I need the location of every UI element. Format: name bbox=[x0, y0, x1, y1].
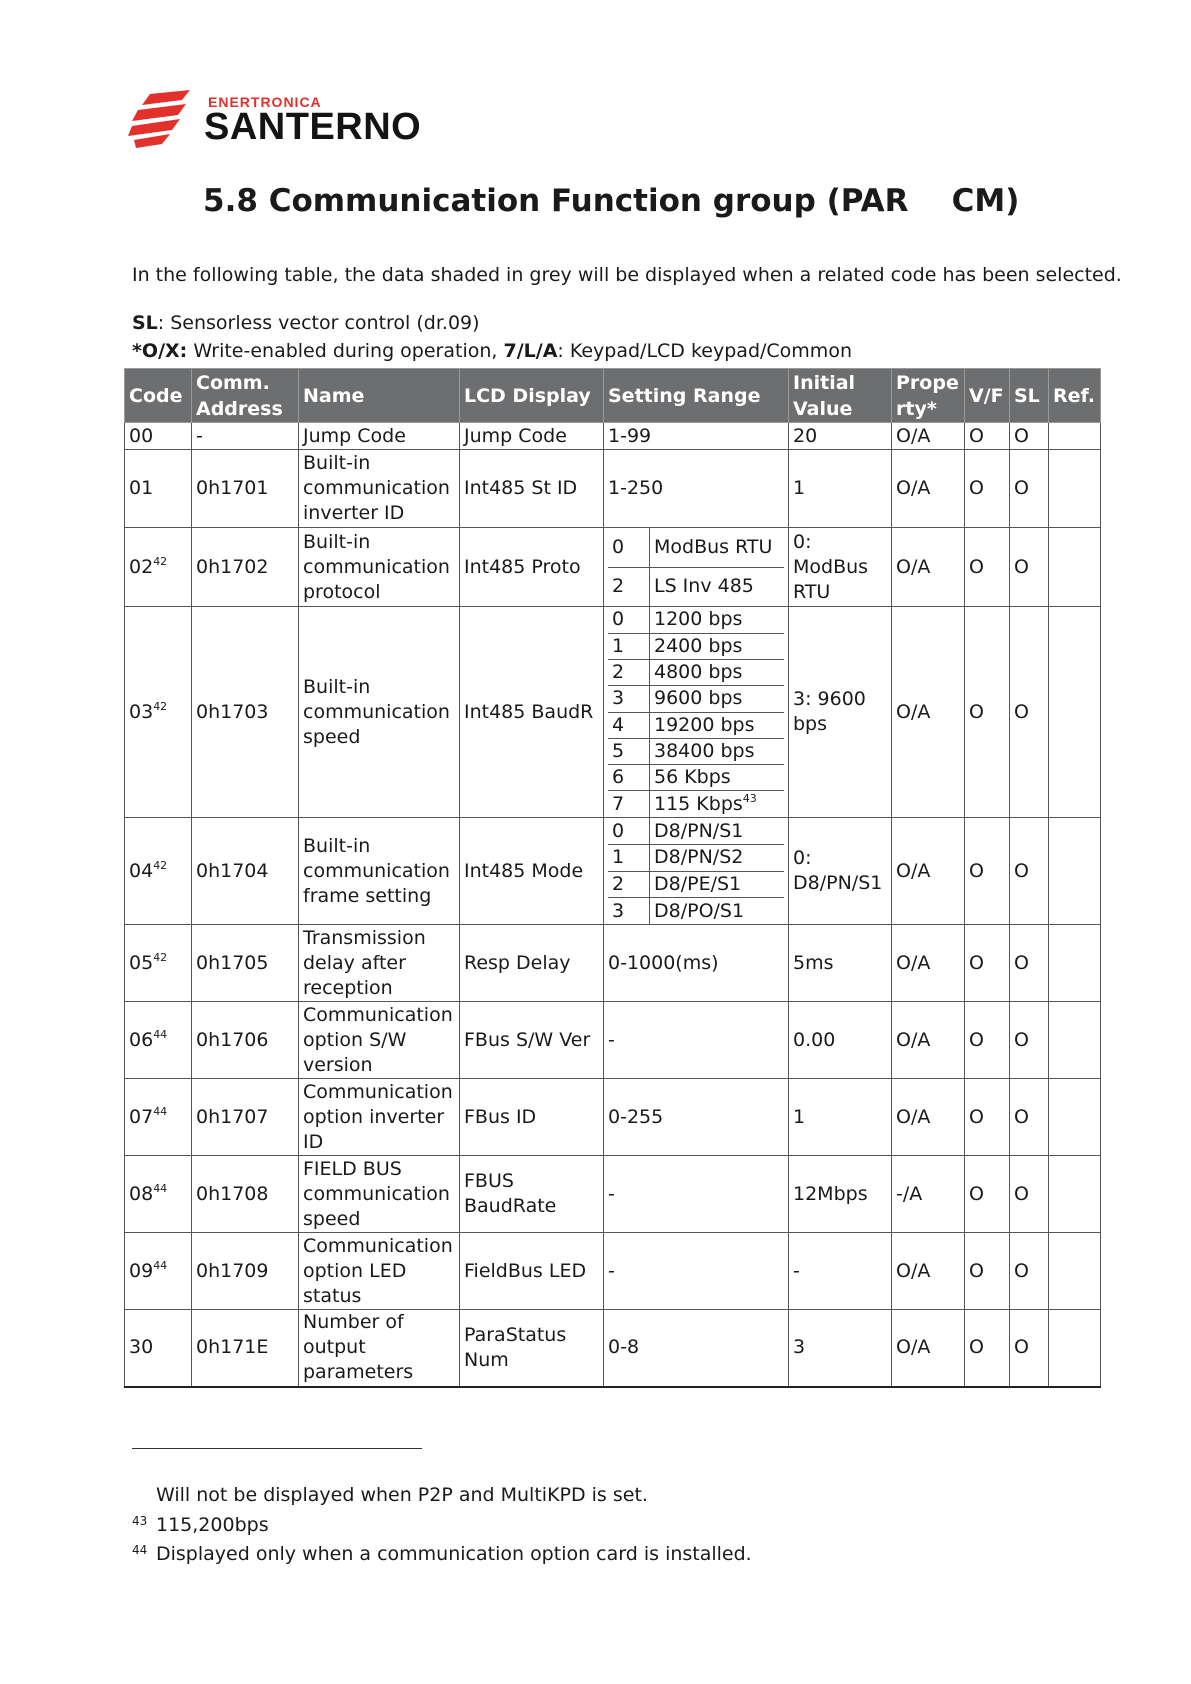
option-label: D8/PN/S1 bbox=[654, 819, 744, 842]
setting-option-row bbox=[608, 791, 784, 817]
cell-setting-range: 1-250 bbox=[604, 450, 789, 528]
cell-sl: O bbox=[1010, 1156, 1049, 1233]
cell-sl: O bbox=[1010, 818, 1049, 925]
footnote-43 bbox=[132, 1514, 269, 1536]
company-logo bbox=[128, 88, 448, 154]
option-label: 115 Kbps bbox=[654, 792, 743, 815]
cell-ref bbox=[1049, 1079, 1101, 1156]
setting-option-row bbox=[608, 567, 784, 606]
cell-code bbox=[125, 1002, 192, 1079]
header-property: Prope rty* bbox=[892, 369, 965, 423]
option-label: 9600 bps bbox=[654, 687, 743, 710]
cell-ref bbox=[1049, 1002, 1101, 1079]
header-sl: SL bbox=[1010, 369, 1049, 423]
cell-ref bbox=[1049, 1156, 1101, 1233]
code-value: 01 bbox=[129, 477, 154, 499]
code-value: 03 bbox=[129, 700, 154, 723]
setting-option-row bbox=[608, 633, 784, 659]
cell-code bbox=[125, 1156, 192, 1233]
table-row bbox=[125, 1233, 1101, 1310]
cell-initial-value: 0.00 bbox=[789, 1002, 892, 1079]
setting-options bbox=[608, 818, 784, 924]
cell-sl: O bbox=[1010, 1002, 1049, 1079]
cell-ref bbox=[1049, 607, 1101, 818]
cell-property: O/A bbox=[892, 925, 965, 1002]
option-key: 2 bbox=[608, 871, 650, 898]
option-key: 7 bbox=[608, 791, 650, 817]
legend-sl-key: SL bbox=[132, 312, 158, 334]
cell-comm-address: 0h1706 bbox=[192, 1002, 299, 1079]
cell-property: O/A bbox=[892, 528, 965, 607]
cell-ref bbox=[1049, 528, 1101, 607]
legend-la-text: : Keypad/LCD keypad/Common bbox=[557, 340, 852, 362]
cell-initial-value: 0: ModBus RTU bbox=[789, 528, 892, 607]
legend-property bbox=[132, 340, 852, 362]
cell-initial-value: 1 bbox=[789, 450, 892, 528]
option-label: LS Inv 485 bbox=[654, 575, 754, 598]
option-key: 0 bbox=[608, 607, 650, 633]
cell-name: Built-in communication frame setting bbox=[299, 818, 460, 925]
option-value bbox=[650, 660, 785, 686]
table-row bbox=[125, 450, 1101, 528]
cell-property: O/A bbox=[892, 1002, 965, 1079]
cell-property: O/A bbox=[892, 450, 965, 528]
footnote-divider bbox=[132, 1448, 422, 1449]
code-footnote-ref: 42 bbox=[153, 950, 168, 964]
cell-lcd-display: Int485 Proto bbox=[460, 528, 604, 607]
cell-setting-range: - bbox=[604, 1233, 789, 1310]
cell-initial-value: 5ms bbox=[789, 925, 892, 1002]
setting-option-row bbox=[608, 712, 784, 738]
cell-sl: O bbox=[1010, 1233, 1049, 1310]
cell-setting-range: 0-8 bbox=[604, 1310, 789, 1387]
header-code: Code bbox=[125, 369, 192, 423]
option-label: D8/PE/S1 bbox=[654, 872, 742, 895]
cell-vf: O bbox=[965, 1233, 1010, 1310]
cell-initial-value: 3 bbox=[789, 1310, 892, 1387]
option-value bbox=[650, 791, 785, 817]
cell-property: O/A bbox=[892, 1310, 965, 1387]
setting-option-row bbox=[608, 686, 784, 712]
cell-lcd-display: Int485 BaudR bbox=[460, 607, 604, 818]
cell-code bbox=[125, 423, 192, 450]
cell-ref bbox=[1049, 1310, 1101, 1387]
code-footnote-ref: 44 bbox=[153, 1027, 168, 1041]
cell-code bbox=[125, 450, 192, 528]
footnote-42 bbox=[132, 1484, 648, 1506]
header-ref: Ref. bbox=[1049, 369, 1101, 423]
cell-vf: O bbox=[965, 925, 1010, 1002]
setting-option-row bbox=[608, 607, 784, 633]
cell-comm-address: 0h1708 bbox=[192, 1156, 299, 1233]
option-value bbox=[650, 686, 785, 712]
cell-setting-range: - bbox=[604, 1156, 789, 1233]
cell-sl: O bbox=[1010, 1079, 1049, 1156]
code-value: 05 bbox=[129, 951, 154, 974]
cell-code bbox=[125, 1310, 192, 1387]
cell-setting-range: 1-99 bbox=[604, 423, 789, 450]
option-key: 1 bbox=[608, 633, 650, 659]
cell-code bbox=[125, 1233, 192, 1310]
option-label: 38400 bps bbox=[654, 739, 755, 762]
cell-ref bbox=[1049, 423, 1101, 450]
cell-comm-address: 0h1703 bbox=[192, 607, 299, 818]
code-footnote-ref: 44 bbox=[153, 1104, 168, 1118]
code-value: 02 bbox=[129, 555, 154, 578]
parameter-table bbox=[124, 368, 1101, 1388]
setting-options bbox=[608, 607, 784, 817]
table-row bbox=[125, 925, 1101, 1002]
option-value bbox=[650, 528, 785, 567]
cell-sl: O bbox=[1010, 607, 1049, 818]
table-header-row bbox=[125, 369, 1101, 423]
legend-sl-text: : Sensorless vector control (dr.09) bbox=[157, 312, 480, 334]
footnote-text: 115,200bps bbox=[156, 1514, 269, 1536]
cell-setting-range: - bbox=[604, 1002, 789, 1079]
cell-ref bbox=[1049, 450, 1101, 528]
cell-property: O/A bbox=[892, 818, 965, 925]
option-label: 19200 bps bbox=[654, 713, 755, 736]
setting-option-row bbox=[608, 898, 784, 925]
cell-ref bbox=[1049, 925, 1101, 1002]
cell-vf: O bbox=[965, 423, 1010, 450]
cell-vf: O bbox=[965, 450, 1010, 528]
cell-comm-address: 0h1709 bbox=[192, 1233, 299, 1310]
code-value: 00 bbox=[129, 424, 154, 447]
cell-vf: O bbox=[965, 1310, 1010, 1387]
cell-vf: O bbox=[965, 528, 1010, 607]
cell-lcd-display: Int485 St ID bbox=[460, 450, 604, 528]
option-key: 3 bbox=[608, 686, 650, 712]
option-value bbox=[650, 871, 785, 898]
cell-ref bbox=[1049, 1233, 1101, 1310]
code-value: 30 bbox=[129, 1336, 154, 1359]
cell-setting-range: 0-255 bbox=[604, 1079, 789, 1156]
footnote-44 bbox=[132, 1543, 752, 1565]
cell-setting-range bbox=[604, 528, 789, 607]
cell-initial-value: 0: D8/PN/S1 bbox=[789, 818, 892, 925]
option-value bbox=[650, 818, 785, 845]
cell-comm-address: 0h1702 bbox=[192, 528, 299, 607]
cell-initial-value: 1 bbox=[789, 1079, 892, 1156]
code-footnote-ref: 44 bbox=[153, 1258, 168, 1272]
option-key: 6 bbox=[608, 765, 650, 791]
cell-code bbox=[125, 528, 192, 607]
cell-initial-value: 12Mbps bbox=[789, 1156, 892, 1233]
option-value bbox=[650, 633, 785, 659]
cell-initial-value: 3: 9600 bps bbox=[789, 607, 892, 818]
cell-name: Transmission delay after reception bbox=[299, 925, 460, 1002]
cell-name: Number of output parameters bbox=[299, 1310, 460, 1387]
option-key: 1 bbox=[608, 845, 650, 872]
footnote-text: Displayed only when a communication option card is installed. bbox=[156, 1543, 752, 1565]
code-value: 07 bbox=[129, 1105, 154, 1128]
setting-option-row bbox=[608, 738, 784, 764]
cell-property: -/A bbox=[892, 1156, 965, 1233]
cell-initial-value: - bbox=[789, 1233, 892, 1310]
table-row bbox=[125, 1002, 1101, 1079]
setting-options bbox=[608, 528, 784, 606]
section-title: 5.8 Communication Function group (PAR CM) bbox=[203, 183, 1020, 219]
cell-name: Communication option LED status bbox=[299, 1233, 460, 1310]
option-value bbox=[650, 712, 785, 738]
option-key: 3 bbox=[608, 898, 650, 925]
cell-sl: O bbox=[1010, 528, 1049, 607]
option-key: 0 bbox=[608, 818, 650, 845]
cell-vf: O bbox=[965, 818, 1010, 925]
legend-sl bbox=[132, 312, 480, 334]
cell-name: Built-in communication inverter ID bbox=[299, 450, 460, 528]
cell-sl: O bbox=[1010, 423, 1049, 450]
cell-setting-range bbox=[604, 607, 789, 818]
cell-setting-range bbox=[604, 818, 789, 925]
option-value bbox=[650, 845, 785, 872]
option-value bbox=[650, 738, 785, 764]
cell-lcd-display: Int485 Mode bbox=[460, 818, 604, 925]
option-key: 0 bbox=[608, 528, 650, 567]
header-setting-range: Setting Range bbox=[604, 369, 789, 423]
cell-code bbox=[125, 818, 192, 925]
setting-option-row bbox=[608, 528, 784, 567]
legend-ox-key: *O/X: bbox=[132, 340, 188, 362]
setting-option-row bbox=[608, 845, 784, 872]
option-value bbox=[650, 765, 785, 791]
cell-name: Jump Code bbox=[299, 423, 460, 450]
option-label: 2400 bps bbox=[654, 634, 743, 657]
code-value: 08 bbox=[129, 1182, 154, 1205]
table-row bbox=[125, 1156, 1101, 1233]
table-row bbox=[125, 818, 1101, 925]
option-label: 1200 bps bbox=[654, 608, 743, 631]
intro-text: In the following table, the data shaded in grey will be displayed when a related code has been selected. bbox=[132, 264, 1122, 286]
legend-ox-text: Write-enabled during operation, bbox=[187, 340, 504, 362]
table-row bbox=[125, 1079, 1101, 1156]
table-row bbox=[125, 1310, 1101, 1387]
option-label: ModBus RTU bbox=[654, 535, 773, 558]
cell-code bbox=[125, 607, 192, 818]
option-value bbox=[650, 898, 785, 925]
cell-vf: O bbox=[965, 1156, 1010, 1233]
header-name: Name bbox=[299, 369, 460, 423]
cell-comm-address: 0h1707 bbox=[192, 1079, 299, 1156]
cell-name: Communication option inverter ID bbox=[299, 1079, 460, 1156]
option-key: 2 bbox=[608, 660, 650, 686]
cell-lcd-display: FieldBus LED bbox=[460, 1233, 604, 1310]
option-footnote-ref: 43 bbox=[742, 791, 757, 805]
code-value: 06 bbox=[129, 1028, 154, 1051]
option-label: 56 Kbps bbox=[654, 766, 731, 789]
option-value bbox=[650, 567, 785, 606]
cell-name: Built-in communication protocol bbox=[299, 528, 460, 607]
table-row bbox=[125, 423, 1101, 450]
cell-name: Communication option S/W version bbox=[299, 1002, 460, 1079]
header-comm-address: Comm. Address bbox=[192, 369, 299, 423]
cell-lcd-display: Resp Delay bbox=[460, 925, 604, 1002]
cell-name: FIELD BUS communication speed bbox=[299, 1156, 460, 1233]
option-key: 4 bbox=[608, 712, 650, 738]
santerno-stripes-icon bbox=[128, 88, 198, 150]
logo-big-text: SANTERNO bbox=[204, 106, 422, 148]
header-lcd-display: LCD Display bbox=[460, 369, 604, 423]
option-key: 5 bbox=[608, 738, 650, 764]
setting-option-row bbox=[608, 871, 784, 898]
cell-setting-range: 0-1000(ms) bbox=[604, 925, 789, 1002]
code-footnote-ref: 42 bbox=[153, 858, 168, 872]
code-footnote-ref: 42 bbox=[153, 554, 168, 568]
header-vf: V/F bbox=[965, 369, 1010, 423]
logo-small-text: ENERTRONICA bbox=[208, 94, 322, 110]
option-label: D8/PO/S1 bbox=[654, 899, 745, 922]
option-label: D8/PN/S2 bbox=[654, 846, 744, 869]
cell-lcd-display: FBus ID bbox=[460, 1079, 604, 1156]
cell-comm-address: 0h1701 bbox=[192, 450, 299, 528]
cell-property: O/A bbox=[892, 1233, 965, 1310]
cell-comm-address: 0h1705 bbox=[192, 925, 299, 1002]
cell-lcd-display: ParaStatus Num bbox=[460, 1310, 604, 1387]
footnote-number: 43 bbox=[132, 1514, 148, 1528]
code-footnote-ref: 42 bbox=[153, 699, 168, 713]
cell-vf: O bbox=[965, 607, 1010, 818]
code-footnote-ref: 44 bbox=[153, 1181, 168, 1195]
cell-code bbox=[125, 925, 192, 1002]
footnote-number: 44 bbox=[132, 1543, 148, 1557]
cell-name: Built-in communication speed bbox=[299, 607, 460, 818]
legend-la-key: 7/L/A bbox=[503, 340, 558, 362]
table-row bbox=[125, 528, 1101, 607]
table-row bbox=[125, 607, 1101, 818]
cell-initial-value: 20 bbox=[789, 423, 892, 450]
cell-comm-address: 0h171E bbox=[192, 1310, 299, 1387]
cell-ref bbox=[1049, 818, 1101, 925]
setting-option-row bbox=[608, 660, 784, 686]
cell-comm-address: 0h1704 bbox=[192, 818, 299, 925]
code-value: 09 bbox=[129, 1259, 154, 1282]
cell-lcd-display: Jump Code bbox=[460, 423, 604, 450]
cell-property: O/A bbox=[892, 423, 965, 450]
cell-property: O/A bbox=[892, 607, 965, 818]
footnote-text: Will not be displayed when P2P and MultiKPD is set. bbox=[156, 1484, 648, 1506]
option-label: 4800 bps bbox=[654, 661, 743, 684]
cell-property: O/A bbox=[892, 1079, 965, 1156]
setting-option-row bbox=[608, 765, 784, 791]
cell-code bbox=[125, 1079, 192, 1156]
cell-comm-address: - bbox=[192, 423, 299, 450]
cell-vf: O bbox=[965, 1079, 1010, 1156]
cell-sl: O bbox=[1010, 450, 1049, 528]
setting-option-row bbox=[608, 818, 784, 845]
cell-vf: O bbox=[965, 1002, 1010, 1079]
option-value bbox=[650, 607, 785, 633]
cell-sl: O bbox=[1010, 925, 1049, 1002]
cell-sl: O bbox=[1010, 1310, 1049, 1387]
header-initial-value: Initial Value bbox=[789, 369, 892, 423]
cell-lcd-display: FBus S/W Ver bbox=[460, 1002, 604, 1079]
code-value: 04 bbox=[129, 859, 154, 882]
option-key: 2 bbox=[608, 567, 650, 606]
cell-lcd-display: FBUS BaudRate bbox=[460, 1156, 604, 1233]
